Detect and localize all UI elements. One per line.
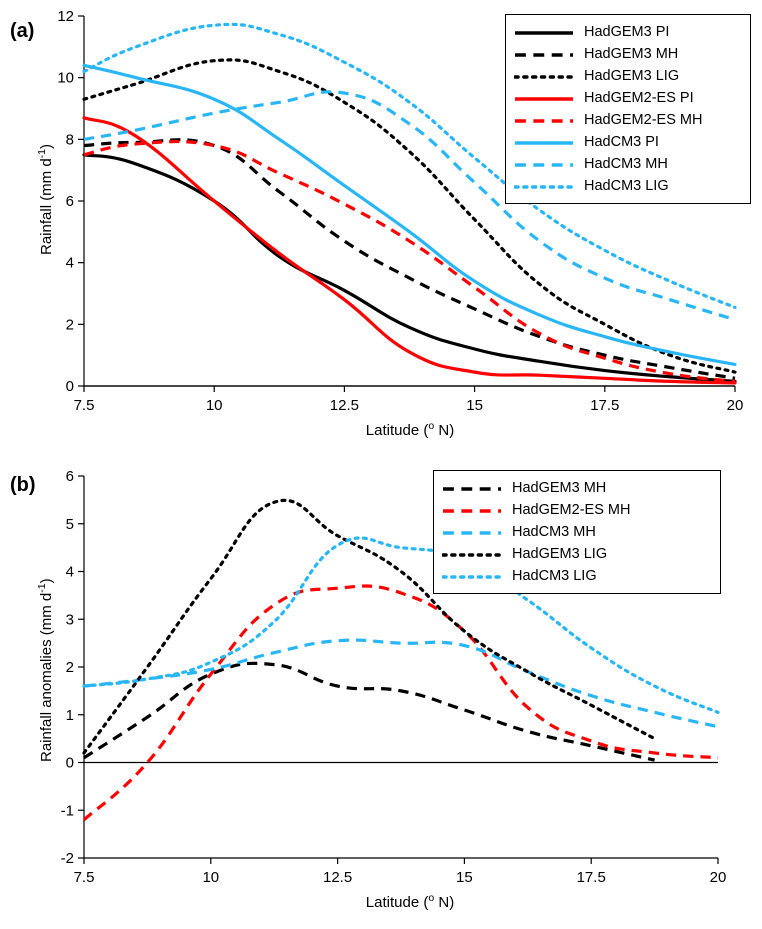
svg-text:15: 15 bbox=[466, 397, 483, 414]
panel-a-legend bbox=[505, 14, 751, 204]
svg-text:7.5: 7.5 bbox=[73, 869, 95, 886]
svg-text:15: 15 bbox=[456, 869, 473, 886]
svg-text:3: 3 bbox=[65, 611, 74, 629]
legend-swatch-icon bbox=[442, 526, 502, 538]
legend-label: HadCM3 MH bbox=[584, 156, 668, 172]
panel-a bbox=[0, 0, 762, 452]
svg-text:4: 4 bbox=[65, 254, 74, 272]
legend-swatch-icon bbox=[514, 180, 574, 192]
legend-item bbox=[514, 153, 740, 175]
panel-b bbox=[0, 452, 762, 929]
legend-label: HadGEM3 MH bbox=[512, 480, 607, 496]
legend-label: HadCM3 PI bbox=[584, 134, 659, 150]
svg-text:20: 20 bbox=[726, 397, 744, 414]
legend-item bbox=[514, 109, 740, 131]
svg-text:12.5: 12.5 bbox=[329, 397, 360, 414]
svg-text:12: 12 bbox=[57, 8, 74, 25]
legend-swatch-icon bbox=[442, 482, 502, 494]
svg-text:10: 10 bbox=[202, 869, 220, 886]
svg-text:1: 1 bbox=[65, 706, 74, 724]
legend-swatch-icon bbox=[514, 136, 574, 148]
panel-a-label: (a) bbox=[10, 20, 35, 42]
svg-text:4: 4 bbox=[65, 563, 74, 581]
legend-item bbox=[442, 543, 710, 565]
legend-label: HadGEM2-ES MH bbox=[512, 502, 631, 518]
legend-label: HadCM3 LIG bbox=[512, 568, 597, 584]
svg-text:5: 5 bbox=[65, 515, 74, 533]
svg-text:6: 6 bbox=[65, 193, 74, 210]
legend-swatch-icon bbox=[514, 92, 574, 104]
svg-text:-2: -2 bbox=[60, 850, 74, 867]
legend-label: HadCM3 MH bbox=[512, 524, 596, 540]
legend-label: HadGEM3 MH bbox=[584, 46, 679, 62]
panel-a-x-axis-title: Latitude ($^o$ N) bbox=[365, 420, 455, 439]
legend-item bbox=[514, 175, 740, 197]
legend-swatch-icon bbox=[442, 504, 502, 516]
legend-label: HadGEM3 PI bbox=[584, 24, 670, 40]
panel-b-x-axis-title: Latitude ($^o$ N) bbox=[365, 892, 455, 911]
panel-a-y-axis-title: Rainfall (mm $d^{-1}$) bbox=[36, 143, 55, 255]
legend-swatch-icon bbox=[514, 70, 574, 82]
legend-item bbox=[442, 477, 710, 499]
legend-item bbox=[514, 21, 740, 43]
legend-swatch-icon bbox=[442, 570, 502, 582]
svg-text:0: 0 bbox=[65, 378, 74, 395]
legend-label: HadGEM3 LIG bbox=[584, 68, 680, 84]
svg-text:-1: -1 bbox=[60, 802, 74, 820]
panel-b-y-axis-title: Rainfall anomalies (mm $d^{-1}$) bbox=[36, 578, 55, 762]
svg-text:8: 8 bbox=[65, 131, 74, 149]
legend-label: HadGEM2-ES PI bbox=[584, 90, 694, 106]
legend-item bbox=[442, 521, 710, 543]
svg-text:2: 2 bbox=[65, 659, 74, 676]
legend-swatch-icon bbox=[514, 114, 574, 126]
svg-text:6: 6 bbox=[65, 468, 74, 485]
panel-b-label: (b) bbox=[10, 474, 36, 496]
legend-swatch-icon bbox=[442, 548, 502, 560]
legend-item bbox=[514, 87, 740, 109]
svg-text:17.5: 17.5 bbox=[576, 869, 606, 886]
legend-item bbox=[442, 499, 710, 521]
legend-swatch-icon bbox=[514, 48, 574, 60]
svg-text:12.5: 12.5 bbox=[322, 869, 353, 886]
panel-b-legend bbox=[433, 470, 721, 594]
legend-swatch-icon bbox=[514, 26, 574, 38]
legend-item bbox=[442, 565, 710, 587]
svg-text:10: 10 bbox=[205, 397, 223, 414]
svg-text:20: 20 bbox=[709, 869, 727, 886]
legend-swatch-icon bbox=[514, 158, 574, 170]
legend-item bbox=[514, 131, 740, 153]
svg-text:0: 0 bbox=[65, 754, 74, 772]
svg-text:2: 2 bbox=[65, 316, 74, 334]
legend-label: HadGEM3 LIG bbox=[512, 546, 608, 562]
svg-text:7.5: 7.5 bbox=[73, 397, 95, 414]
legend-item bbox=[514, 65, 740, 87]
legend-label: HadGEM2-ES MH bbox=[584, 112, 703, 128]
svg-text:17.5: 17.5 bbox=[590, 397, 620, 414]
legend-label: HadCM3 LIG bbox=[584, 178, 669, 194]
svg-text:10: 10 bbox=[57, 69, 74, 87]
legend-item bbox=[514, 43, 740, 65]
